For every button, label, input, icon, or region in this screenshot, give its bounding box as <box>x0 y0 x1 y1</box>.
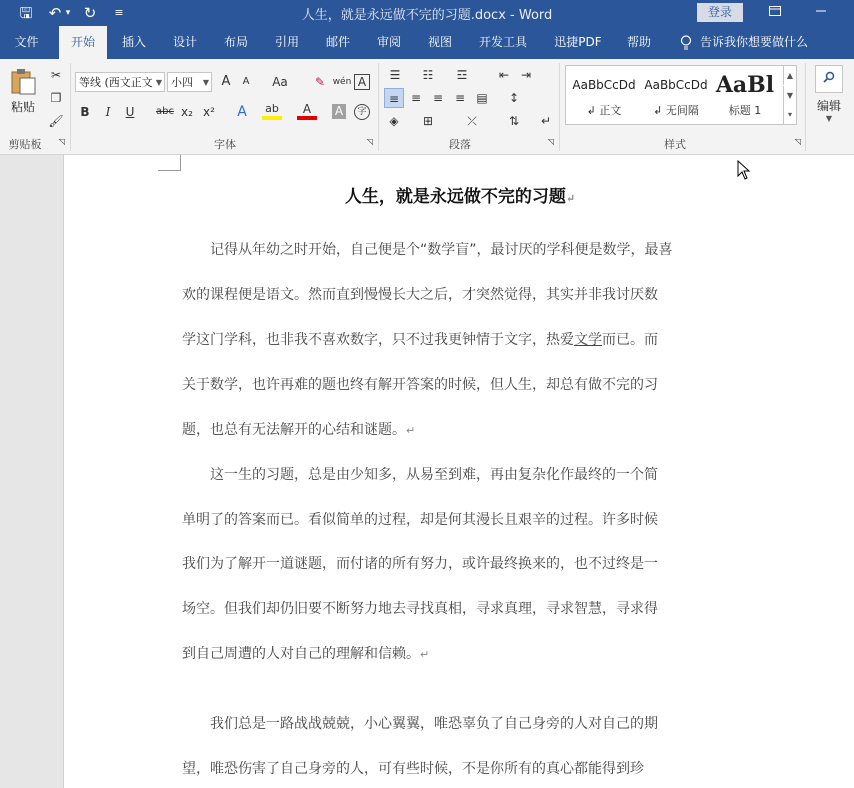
tab-home[interactable]: 开始 <box>59 26 107 60</box>
tab-view[interactable]: 视图 <box>427 35 452 49</box>
document-line[interactable]: 我们为了解开一道谜题，而付诸的所有努力，或许最终换来的，也不过终是一 <box>182 556 658 572</box>
login-button[interactable]: 登录 <box>697 3 743 22</box>
multilevel-list-icon[interactable]: ☲ <box>456 68 468 82</box>
tab-help[interactable]: 帮助 <box>626 35 651 49</box>
line-spacing-icon[interactable]: ↕ <box>508 91 520 105</box>
increase-indent-icon[interactable]: ⇥ <box>520 68 532 82</box>
paragraph-mark: ↵ <box>565 192 576 205</box>
style-heading-1-name: 标题 1 <box>728 104 762 117</box>
styles-scroll-down-icon[interactable]: ▼ <box>783 86 796 105</box>
font-color-icon[interactable]: A <box>297 102 317 120</box>
left-margin-area <box>0 155 64 788</box>
window-title: 人生，就是永远做不完的习题.docx - Word <box>301 8 553 23</box>
grow-font-icon[interactable]: A <box>221 74 231 89</box>
enclose-characters-icon[interactable]: 字 <box>354 104 370 120</box>
ribbon-display-options-icon[interactable] <box>766 3 784 23</box>
paragraph-mark: ↵ <box>420 648 430 661</box>
chinese-layout-icon[interactable]: ⤫ <box>467 114 477 128</box>
paragraph-launcher-icon[interactable]: ◹ <box>547 137 555 146</box>
document-title[interactable]: 人生，就是永远做不完的习题↵ <box>344 187 576 207</box>
phonetic-guide-icon[interactable]: wén <box>332 77 352 87</box>
copy-icon[interactable]: ❐ <box>50 91 62 105</box>
superscript-button[interactable]: x² <box>203 105 215 119</box>
borders-icon[interactable]: ⊞ <box>422 114 434 128</box>
highlight-color-icon[interactable]: ab <box>262 102 282 120</box>
font-name-value: 等线 (西文正文 <box>79 76 153 89</box>
text-effects-icon[interactable]: A <box>237 104 247 120</box>
character-border-icon[interactable]: A <box>354 74 370 90</box>
show-hide-marks-icon[interactable]: ↵ <box>540 114 552 128</box>
style-normal[interactable] <box>569 68 639 122</box>
numbering-icon[interactable]: ☷ <box>422 68 434 82</box>
minimize-icon[interactable] <box>812 3 830 23</box>
customize-quick-access-icon[interactable]: ≡ <box>114 6 124 19</box>
lightbulb-icon <box>676 26 696 59</box>
tab-xunjie-pdf[interactable]: 迅捷PDF <box>554 35 602 49</box>
paste-label: 粘贴 <box>10 100 35 114</box>
justify-icon[interactable]: ≡ <box>454 91 466 105</box>
styles-launcher-icon[interactable]: ◹ <box>794 137 802 146</box>
ribbon-home <box>0 59 854 155</box>
paste-icon <box>6 67 40 98</box>
underline-button[interactable]: U <box>125 105 135 119</box>
document-line[interactable]: 我们总是一路战战兢兢，小心翼翼，唯恐辜负了自己身旁的人对自己的期 <box>182 716 658 732</box>
bold-button[interactable]: B <box>80 105 90 119</box>
document-line[interactable]: 这一生的习题，总是由少知多，从易至到难，再由复杂化作最终的一个简 <box>182 467 658 483</box>
undo-icon[interactable]: ↶ <box>48 4 62 22</box>
document-line[interactable]: 记得从年幼之时开始，自己便是个“数学盲”，最讨厌的学科便是数学，最喜 <box>182 242 673 258</box>
align-left-icon[interactable]: ≡ <box>384 88 404 108</box>
font-launcher-icon[interactable]: ◹ <box>366 137 374 146</box>
font-size-value: 小四 <box>171 76 193 89</box>
tab-references[interactable]: 引用 <box>274 35 299 49</box>
clipboard-launcher-icon[interactable]: ◹ <box>58 137 66 146</box>
document-line[interactable]: 望，唯恐伤害了自己身旁的人，可有些时候，不是你所有的真心都能得到珍 <box>182 761 644 777</box>
bullets-icon[interactable]: ☰ <box>389 68 401 82</box>
tab-file[interactable]: 文件 <box>14 35 39 49</box>
font-group-label: 字体 <box>214 138 236 151</box>
editing-button[interactable] <box>810 65 848 129</box>
document-line[interactable]: 到自己周遭的人对自己的理解和信赖。↵ <box>182 646 430 662</box>
style-no-spacing[interactable] <box>641 68 711 122</box>
editing-dropdown-icon: ▼ <box>825 114 833 123</box>
style-heading-1-preview: AaBl <box>715 72 775 98</box>
clear-formatting-icon[interactable]: ✎ <box>314 75 326 89</box>
tab-mailings[interactable]: 邮件 <box>325 35 350 49</box>
shrink-font-icon[interactable]: A <box>242 76 250 87</box>
styles-group-label: 样式 <box>664 138 686 151</box>
clipboard-group-label: 剪贴板 <box>8 138 42 151</box>
tell-me-search[interactable]: 告诉我你想要做什么 <box>700 35 809 49</box>
document-line[interactable]: 单明了的答案而已。看似简单的过程，却是何其漫长且艰辛的过程。许多时候 <box>182 512 658 528</box>
ribbon-tabs <box>0 26 854 59</box>
style-no-spacing-name: ↲ 无间隔 <box>653 104 699 117</box>
cut-icon[interactable]: ✂ <box>50 68 62 82</box>
tab-review[interactable]: 审阅 <box>376 35 401 49</box>
align-right-icon[interactable]: ≡ <box>432 91 444 105</box>
document-line[interactable]: 学这门学科，也非我不喜欢数字，只不过我更钟情于文字，热爱文学而已。而 <box>182 332 658 348</box>
shading-icon[interactable]: ◈ <box>389 114 399 128</box>
subscript-button[interactable]: x₂ <box>181 105 193 119</box>
redo-icon[interactable]: ↻ <box>83 4 97 22</box>
sort-icon[interactable]: ⇅ <box>508 114 520 128</box>
font-name-combo[interactable]: 等线 (西文正文 ▼ <box>75 72 165 92</box>
tab-layout[interactable]: 布局 <box>223 35 248 49</box>
document-line[interactable]: 关于数学，也许再难的题也终有解开答案的时候，但人生，却总有做不完的习 <box>182 377 658 393</box>
tab-design[interactable]: 设计 <box>172 35 197 49</box>
strikethrough-button[interactable]: abc <box>156 106 174 117</box>
paragraph-mark: ↵ <box>406 424 416 437</box>
underlined-word: 文学 <box>574 332 602 348</box>
paragraph-group-label: 段落 <box>449 138 471 151</box>
document-line[interactable]: 欢的课程便是语文。然而直到慢慢长大之后，才突然觉得，其实并非我讨厌数 <box>182 287 658 303</box>
styles-scroll-up-icon[interactable]: ▲ <box>783 66 796 85</box>
style-no-spacing-preview: AaBbCcDd <box>644 78 708 92</box>
document-line[interactable]: 题，也总有无法解开的心结和谜题。↵ <box>182 422 416 438</box>
align-center-icon[interactable]: ≡ <box>410 91 422 105</box>
style-heading-1[interactable] <box>712 68 778 122</box>
undo-dropdown-icon[interactable]: ▾ <box>65 8 71 18</box>
character-shading-icon[interactable]: A <box>332 104 346 119</box>
format-painter-icon[interactable]: 🖌 <box>48 114 64 128</box>
styles-gallery <box>565 65 797 125</box>
mouse-pointer-icon <box>737 160 751 183</box>
style-normal-preview: AaBbCcDd <box>572 78 636 92</box>
editing-label: 编辑 <box>816 99 841 113</box>
italic-button[interactable]: I <box>105 105 111 119</box>
find-icon <box>815 65 843 93</box>
save-icon[interactable]: 🖫 <box>19 4 33 22</box>
style-normal-name: ↲ 正文 <box>586 104 622 117</box>
decrease-indent-icon[interactable]: ⇤ <box>498 68 510 82</box>
font-size-combo[interactable]: 小四 ▼ <box>167 72 212 92</box>
page-corner-mark <box>158 155 181 171</box>
styles-more-icon[interactable]: ▾ <box>783 105 796 124</box>
paste-button[interactable] <box>6 65 40 123</box>
tab-insert[interactable]: 插入 <box>121 35 146 49</box>
title-bar <box>0 0 854 26</box>
change-case-icon[interactable]: Aa <box>272 75 288 89</box>
tab-developer[interactable]: 开发工具 <box>478 35 527 49</box>
document-line[interactable]: 场空。但我们却仍旧要不断努力地去寻找真相，寻求真理，寻求智慧，寻求得 <box>182 601 658 617</box>
distributed-icon[interactable]: ▤ <box>476 91 488 105</box>
